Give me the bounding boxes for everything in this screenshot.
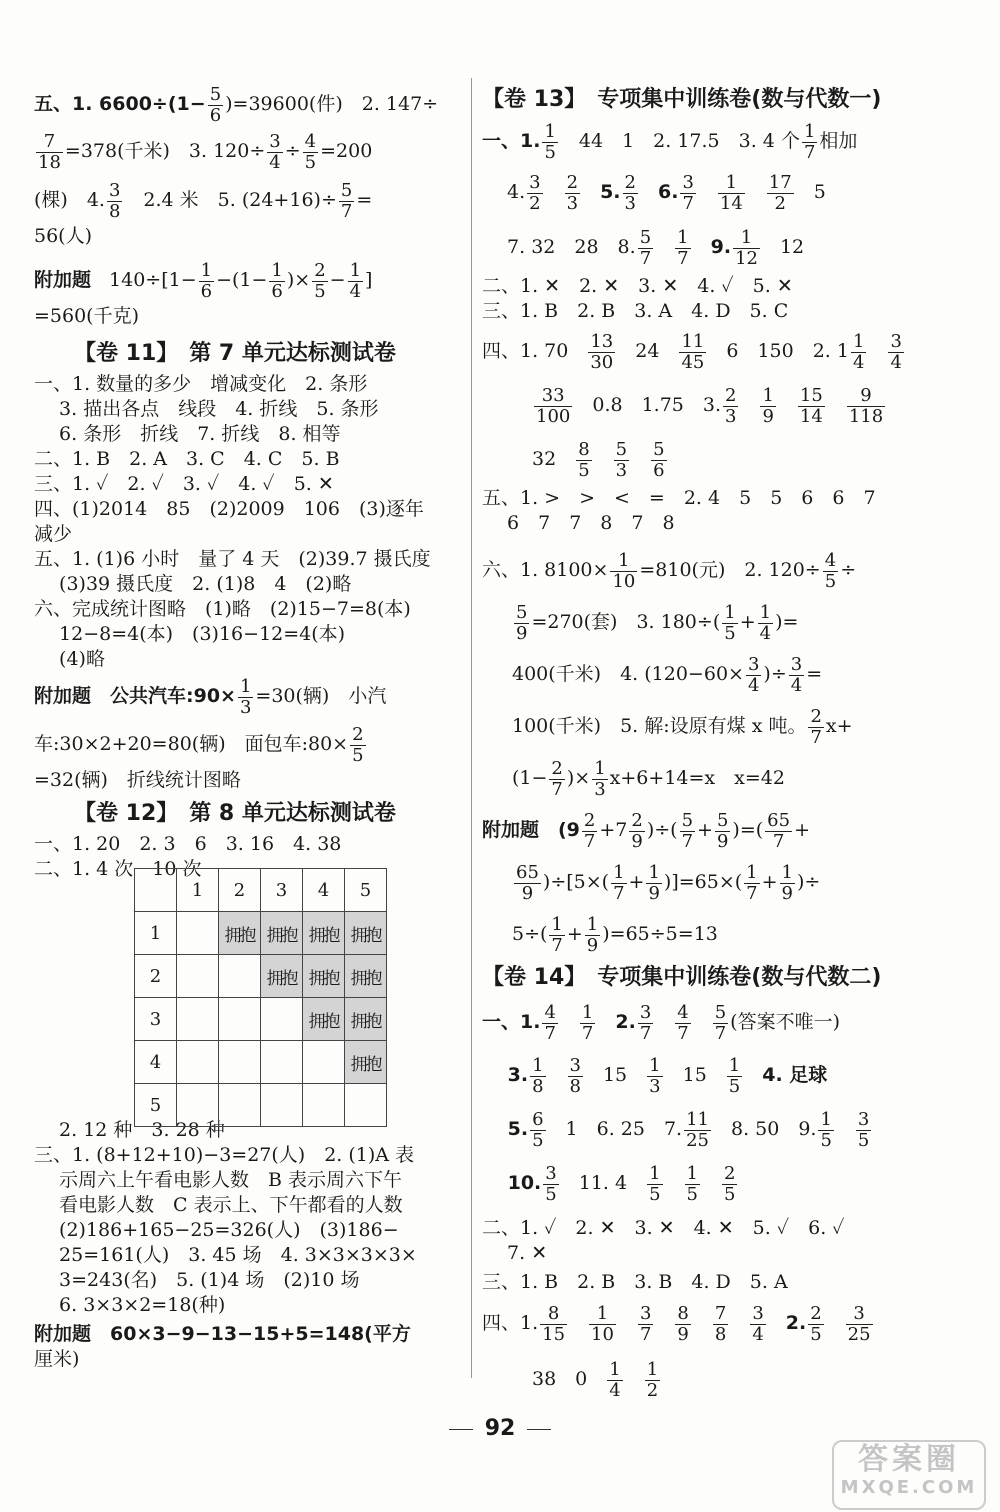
- answer-line: 三、1. B 2. B 3. A 4. D 5. C: [482, 300, 789, 322]
- answer-line: 看电影人数 C 表示上、下午都看的人数: [34, 1194, 403, 1216]
- grid-cell: [303, 1041, 345, 1084]
- answer-line: 三、1. (8+12+10)−3=27(人) 2. (1)A 表: [34, 1144, 415, 1166]
- answer-line: $\frac{33}{100}$ 0.8 1.75 3. $\frac{2}{3}$ $\frac{1}{9}$ $\frac{15}{14}$ $\frac{9}{118}$: [536, 384, 884, 427]
- answer-line: 六、完成统计图略 (1)略 (2)15−7=8(本): [34, 598, 411, 620]
- answer-line: $\frac{5}{9}$ =270(套) 3. 180÷( $\frac{1}{5}$ + $\frac{1}{4}$ )=: [516, 601, 799, 644]
- grid-cell: [261, 1084, 303, 1127]
- answer-line: 二、1. ✕ 2. ✕ 3. ✕ 4. ✓ 5. ✕: [482, 275, 793, 297]
- answer-line: 4. $\frac{3}{2}$ $\frac{2}{3}$ 5. $\frac{2}{3}$ 6. $\frac{3}{7}$ $\frac{1}{14}$ $\frac{17}{2}$ 5: [482, 171, 826, 214]
- paper-title: 【卷 13】 专项集中训练卷(数与代数一): [482, 87, 882, 112]
- grid-cell: [177, 998, 219, 1041]
- answer-line: 3=243(名) 5. (1)4 场 (2)10 场: [34, 1269, 360, 1291]
- answer-line: 400(千米) 4. (120−60× $\frac{3}{4}$ )÷ $\frac{3}{4}$ =: [512, 653, 823, 696]
- column-divider: [471, 78, 472, 1378]
- answer-line: 五、1. 6600÷(1− $\frac{5}{6}$ )=39600(件) 2. 147÷: [34, 83, 439, 126]
- grid-cell: [177, 955, 219, 998]
- answer-line: 一、1. $\frac{4}{7}$ $\frac{1}{7}$ 2. $\frac{3}{7}$ $\frac{4}{7}$ $\frac{5}{7}$ (答案不唯一): [482, 1001, 840, 1044]
- grid-cell: 拥抱: [261, 955, 303, 998]
- handshake-grid: [134, 868, 387, 1127]
- answer-line: 三、1. B 2. B 3. B 4. D 5. A: [482, 1271, 788, 1293]
- answer-line: 100(千米) 5. 解:设原有煤 x 吨。 $\frac{2}{7}$ x+: [512, 705, 853, 748]
- grid-cell: [177, 1041, 219, 1084]
- grid-cell: 拥抱: [345, 912, 387, 955]
- grid-cell: 1: [177, 869, 219, 912]
- answer-line: 六、1. 8100× $\frac{1}{10}$ =810(元) 2. 120÷ $\frac{4}{5}$ ÷: [482, 549, 857, 592]
- answer-line: 一、1. 数量的多少 增减变化 2. 条形: [34, 373, 368, 395]
- grid-cell: [345, 1084, 387, 1127]
- bonus-line: $\frac{65}{9}$ )÷[5×( $\frac{1}{7}$ + $\frac{1}{9}$ )]=65×( $\frac{1}{7}$ + $\frac{1}{9}$ )÷: [516, 861, 821, 904]
- grid-row: [135, 1041, 387, 1084]
- grid-cell: [219, 1041, 261, 1084]
- paper-title: 【卷 14】 专项集中训练卷(数与代数二): [482, 965, 882, 990]
- right-column: [482, 82, 967, 1407]
- answer-line: 5. $\frac{6}{5}$ 1 6. 25 7. $\frac{11}{25}$ 8. 50 9. $\frac{1}{5}$ $\frac{3}{5}$: [482, 1108, 870, 1151]
- grid-cell: 5: [345, 869, 387, 912]
- answer-line: 二、1. 4 次 10 次: [34, 858, 202, 880]
- answer-line: 一、1. 20 2. 3 6 3. 16 4. 38: [34, 833, 342, 855]
- bonus-line: 附加题 140÷[1− $\frac{1}{6}$ −(1− $\frac{1}{6}$ )× $\frac{2}{5}$ − $\frac{1}{4}$ ]: [34, 259, 373, 302]
- answer-line: 五、1. > > < = 2. 4 5 5 6 6 7: [482, 487, 876, 509]
- bonus-line: 附加题 公共汽车:90× $\frac{1}{3}$ =30(辆) 小汽: [34, 675, 387, 718]
- grid-cell: 拥抱: [345, 955, 387, 998]
- grid-row: [135, 955, 387, 998]
- answer-line: (1− $\frac{2}{7}$ )× $\frac{1}{3}$ x+6+14=x x=42: [512, 757, 785, 800]
- bonus-line: 附加题 (9 $\frac{2}{7}$ +7 $\frac{2}{9}$ )÷( $\frac{5}{7}$ + $\frac{5}{9}$ )=( $\frac{65}{7}$ +: [482, 809, 810, 852]
- grid-cell: 4: [303, 869, 345, 912]
- answer-line: 25=161(人) 3. 45 场 4. 3×3×3×3×: [34, 1244, 417, 1266]
- page-number: 92: [0, 1416, 1000, 1441]
- bonus-line: =560(千克): [34, 305, 140, 327]
- grid-cell: 2: [135, 955, 177, 998]
- grid-row: [135, 912, 387, 955]
- answer-line: 12−8=4(本) (3)16−12=4(本): [34, 623, 346, 645]
- grid-cell: 1: [135, 912, 177, 955]
- answer-line: 减少: [34, 523, 73, 545]
- paper-title: 【卷 12】 第 8 单元达标测试卷: [74, 801, 396, 826]
- grid-cell: 5: [135, 1084, 177, 1127]
- grid-row: [135, 998, 387, 1041]
- answer-line: (3)39 摄氏度 2. (1)8 4 (2)略: [34, 573, 352, 595]
- grid-cell: 拥抱: [303, 912, 345, 955]
- grid-cell: 拥抱: [219, 912, 261, 955]
- grid-header-row: [135, 869, 387, 912]
- bonus-line: =32(辆) 折线统计图略: [34, 769, 241, 791]
- grid-cell: [219, 1084, 261, 1127]
- answer-line: 二、1. B 2. A 3. C 4. C 5. B: [34, 448, 340, 470]
- grid-cell: 3: [135, 998, 177, 1041]
- grid-cell: 2: [219, 869, 261, 912]
- bonus-line: 车:30×2+20=80(辆) 面包车:80× $\frac{2}{5}$: [34, 723, 364, 766]
- answer-line: 32 $\frac{8}{5}$ $\frac{5}{3}$ $\frac{5}{6}$: [532, 438, 665, 481]
- answer-line: 2. 12 种 3. 28 种: [34, 1119, 225, 1141]
- grid-cell: 拥抱: [345, 1041, 387, 1084]
- grid-cell: [177, 1084, 219, 1127]
- answer-line: 6. 条形 折线 7. 折线 8. 相等: [34, 423, 341, 445]
- answer-line: 3. 描出各点 线段 4. 折线 5. 条形: [34, 398, 379, 420]
- bonus-line: 厘米): [34, 1348, 80, 1370]
- grid-cell: [261, 998, 303, 1041]
- bonus-line: 5÷( $\frac{1}{7}$ + $\frac{1}{9}$ )=65÷5=13: [512, 913, 718, 956]
- grid-cell: [219, 998, 261, 1041]
- answer-line: 3. $\frac{1}{8}$ $\frac{3}{8}$ 15 $\frac{1}{3}$ 15 $\frac{1}{5}$ 4. 足球: [482, 1054, 828, 1097]
- grid-cell: [219, 955, 261, 998]
- grid-cell: 4: [135, 1041, 177, 1084]
- paper-title: 【卷 11】 第 7 单元达标测试卷: [74, 341, 396, 366]
- answer-line: (4)略: [34, 648, 105, 670]
- grid-cell: [135, 869, 177, 912]
- answer-line: 四、(1)2014 85 (2)2009 106 (3)逐年: [34, 498, 424, 520]
- bonus-line: 附加题 60×3−9−13−15+5=148(平方: [34, 1323, 411, 1345]
- answer-line: (2)186+165−25=326(人) (3)186−: [34, 1219, 399, 1241]
- answer-line: 四、1. $\frac{8}{15}$ $\frac{1}{10}$ $\frac{3}{7}$ $\frac{8}{9}$ $\frac{7}{8}$ $\frac{3}{4}$ 2. $\frac{2}{5}$ $\frac{3}{25}$: [482, 1302, 871, 1345]
- grid-cell: [261, 1041, 303, 1084]
- answer-line: 6 7 7 8 7 8: [482, 512, 675, 534]
- grid-cell: [303, 1084, 345, 1127]
- answer-line: (棵) 4. $\frac{3}{8}$ 2.4 米 5. (24+16)÷ $\frac{5}{7}$ =: [34, 179, 373, 222]
- answer-line: 示周六上午看电影人数 B 表示周六下午: [34, 1169, 403, 1191]
- answer-line: 56(人): [34, 225, 93, 247]
- fraction: $\frac{5}{6}$: [209, 83, 222, 126]
- grid-cell: 拥抱: [345, 998, 387, 1041]
- left-column: [34, 82, 464, 1372]
- grid-row: [135, 1084, 387, 1127]
- watermark-logo: 答案圈 MXQE.COM: [832, 1440, 986, 1510]
- answer-line: 7. ✕: [482, 1242, 548, 1264]
- grid-cell: 拥抱: [261, 912, 303, 955]
- grid-cell: [177, 912, 219, 955]
- answer-line: 38 0 $\frac{1}{4}$ $\frac{1}{2}$: [532, 1358, 659, 1401]
- answer-line: 6. 3×3×2=18(种): [34, 1294, 226, 1316]
- answer-line: 五、1. (1)6 小时 量了 4 天 (2)39.7 摄氏度: [34, 548, 431, 570]
- answer-line: 7. 32 28 8. $\frac{5}{7}$ $\frac{1}{7}$ 9. $\frac{1}{12}$ 12: [482, 226, 805, 269]
- answer-line: 二、1. ✓ 2. ✕ 3. ✕ 4. ✕ 5. ✓ 6. ✓: [482, 1217, 845, 1239]
- answer-line: $\frac{7}{18}$ =378(千米) 3. 120÷ $\frac{3}{4}$ ÷ $\frac{4}{5}$ =200: [38, 130, 373, 173]
- answer-line: 10. $\frac{3}{5}$ 11. 4 $\frac{1}{5}$ $\frac{1}{5}$ $\frac{2}{5}$: [482, 1162, 736, 1205]
- answer-line: 一、1. $\frac{1}{5}$ 44 1 2. 17.5 3. 4 个 $\frac{1}{7}$ 相加: [482, 120, 858, 163]
- answer-line: 三、1. ✓ 2. ✓ 3. ✓ 4. ✓ 5. ✕: [34, 473, 334, 495]
- grid-cell: 3: [261, 869, 303, 912]
- grid-cell: 拥抱: [303, 955, 345, 998]
- grid-cell: 拥抱: [303, 998, 345, 1041]
- answer-line: 四、1. 70 $\frac{13}{30}$ 24 $\frac{11}{45}$ 6 150 2. 1 $\frac{1}{4}$ $\frac{3}{4}$: [482, 330, 902, 373]
